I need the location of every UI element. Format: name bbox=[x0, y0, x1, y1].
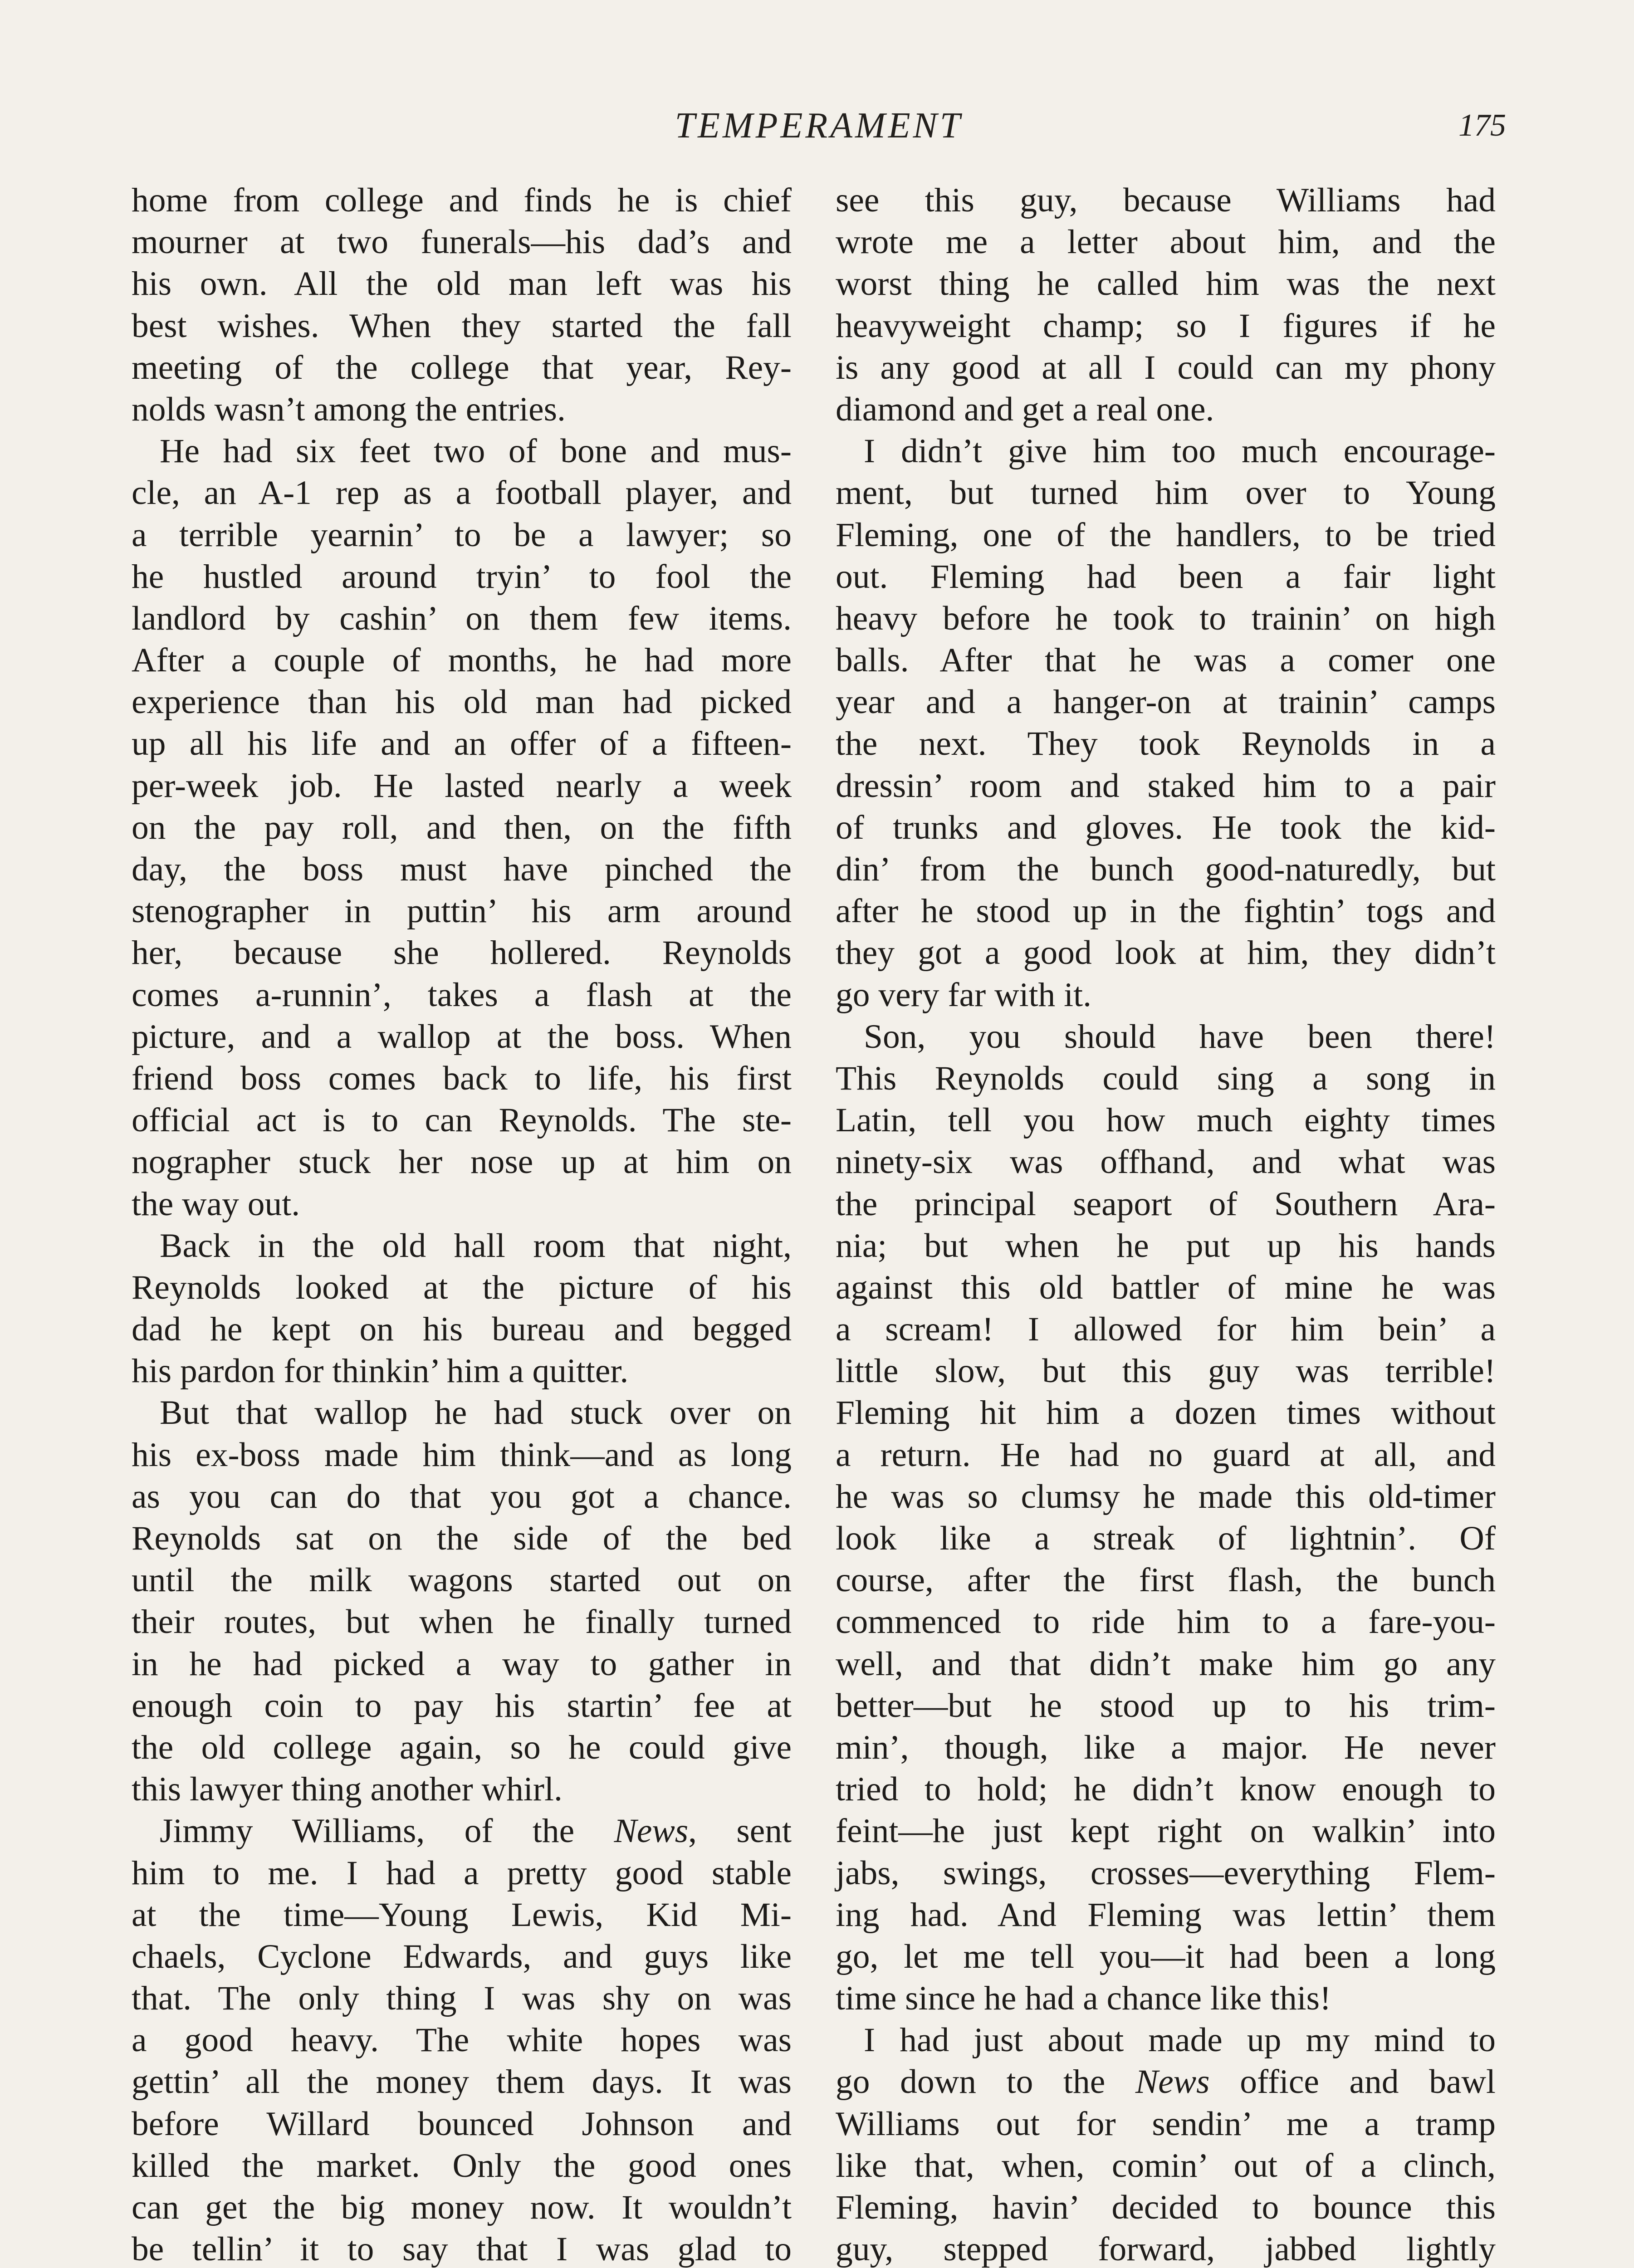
page-header bbox=[132, 101, 1506, 151]
text-line: dad he kept on his bureau and begged bbox=[132, 1310, 792, 1349]
text-line: experience than his old man had picked bbox=[132, 683, 792, 721]
text-line: heavyweight champ; so I figures if he bbox=[836, 307, 1496, 345]
text-line: a return. He had no guard at all, and bbox=[836, 1436, 1496, 1474]
text-line: Latin, tell you how much eighty times bbox=[836, 1101, 1496, 1139]
text-line: on the pay roll, and then, on the fifth bbox=[132, 808, 792, 846]
text-line: guy, stepped forward, jabbed lightly bbox=[836, 2230, 1496, 2268]
text-line: well, and that didn’t make him go any bbox=[836, 1645, 1496, 1683]
text-line: a scream! I allowed for him bein’ a bbox=[836, 1310, 1496, 1349]
text-line: go, let me tell you—it had been a long bbox=[836, 1937, 1496, 1975]
text-line: Reynolds looked at the picture of his bbox=[132, 1268, 792, 1306]
text-line: friend boss comes back to life, his first bbox=[132, 1059, 792, 1097]
text-line: can get the big money now. It wouldn’t bbox=[132, 2189, 792, 2226]
text-line: little slow, but this guy was terrible! bbox=[836, 1352, 1496, 1390]
text-line: nographer stuck her nose up at him on bbox=[132, 1143, 792, 1181]
text-line: the old college again, so he could give bbox=[132, 1728, 792, 1766]
text-line: gettin’ all the money them days. It was bbox=[132, 2063, 792, 2101]
text-line: Fleming, one of the handlers, to be tried bbox=[836, 516, 1496, 554]
text-line: killed the market. Only the good ones bbox=[132, 2146, 792, 2185]
text-line: in he had picked a way to gather in bbox=[132, 1645, 792, 1683]
text-line: this lawyer thing another whirl. bbox=[132, 1770, 563, 1809]
text-line: that. The only thing I was shy on was bbox=[132, 1980, 792, 2018]
running-title: TEMPERAMENT bbox=[675, 106, 963, 146]
text-line: day, the boss must have pinched the bbox=[132, 850, 792, 888]
text-line: stenographer in puttin’ his arm around bbox=[132, 892, 792, 930]
text-line: her, because she hollered. Reynolds bbox=[132, 934, 792, 972]
text-line: ing had. And Fleming was lettin’ them bbox=[836, 1896, 1496, 1934]
text-line: worst thing he called him was the next bbox=[836, 265, 1496, 303]
text-line: Fleming hit him a dozen times without bbox=[836, 1394, 1496, 1432]
text-line: see this guy, because Williams had bbox=[836, 181, 1496, 219]
text-line: nia; but when he put up his hands bbox=[836, 1227, 1496, 1265]
text-line: tried to hold; he didn’t know enough to bbox=[836, 1770, 1496, 1809]
text-line: him to me. I had a pretty good stable bbox=[132, 1854, 792, 1892]
text-line: Son, you should have been there! bbox=[864, 1017, 1496, 1056]
text-line: picture, and a wallop at the boss. When bbox=[132, 1017, 792, 1056]
text-line: best wishes. When they started the fall bbox=[132, 307, 792, 345]
text-line: heavy before he took to trainin’ on high bbox=[836, 599, 1496, 637]
text-line: until the milk wagons started out on bbox=[132, 1561, 792, 1599]
text-line: enough coin to pay his startin’ fee at bbox=[132, 1686, 792, 1725]
text-line: After a couple of months, he had more bbox=[132, 641, 792, 679]
text-line: official act is to can Reynolds. The ste- bbox=[132, 1101, 792, 1139]
text-line: look like a streak of lightnin’. Of bbox=[836, 1520, 1496, 1557]
text-line: Williams out for sendin’ me a tramp bbox=[836, 2105, 1496, 2143]
text-line: the way out. bbox=[132, 1185, 300, 1223]
text-line: balls. After that he was a comer one bbox=[836, 641, 1496, 679]
text-line: mourner at two funerals—his dad’s and bbox=[132, 223, 792, 261]
text-line: He had six feet two of bone and mus- bbox=[160, 432, 792, 470]
text-line: go very far with it. bbox=[836, 976, 1092, 1014]
text-line: at the time—Young Lewis, Kid Mi- bbox=[132, 1896, 792, 1934]
text-line: Fleming, havin’ decided to bounce this bbox=[836, 2189, 1496, 2226]
text-line: like that, when, comin’ out of a clinch, bbox=[836, 2146, 1496, 2185]
text-line: the next. They took Reynolds in a bbox=[836, 725, 1496, 763]
text-line: course, after the first flash, the bunch bbox=[836, 1561, 1496, 1599]
text-line: meeting of the college that year, Rey- bbox=[132, 348, 792, 386]
text-line: year and a hanger-on at trainin’ camps bbox=[836, 683, 1496, 721]
text-line: I had just about made up my mind to bbox=[864, 2021, 1496, 2059]
text-line: home from college and finds he is chief bbox=[132, 181, 792, 219]
text-line: he was so clumsy he made this old-timer bbox=[836, 1477, 1496, 1515]
text-line: ment, but turned him over to Young bbox=[836, 474, 1496, 512]
text-line: nolds wasn’t among the entries. bbox=[132, 390, 566, 428]
text-line: be tellin’ it to say that I was glad to bbox=[132, 2230, 792, 2268]
page-number: 175 bbox=[1458, 108, 1506, 143]
text-line: comes a-runnin’, takes a flash at the bbox=[132, 976, 792, 1014]
text-line: din’ from the bunch good-naturedly, but bbox=[836, 850, 1496, 888]
text-line: But that wallop he had stuck over on bbox=[160, 1394, 792, 1432]
text-line: his pardon for thinkin’ him a quitter. bbox=[132, 1352, 629, 1390]
text-line: wrote me a letter about him, and the bbox=[836, 223, 1496, 261]
text-line: jabs, swings, crosses—everything Flem- bbox=[836, 1854, 1496, 1892]
text-line: is any good at all I could can my phony bbox=[836, 348, 1496, 386]
text-line: go down to the News office and bawl bbox=[836, 2063, 1496, 2101]
text-column-right bbox=[836, 180, 1496, 2268]
text-line: commenced to ride him to a fare-you- bbox=[836, 1603, 1496, 1641]
text-line: their routes, but when he finally turned bbox=[132, 1603, 792, 1641]
text-line: per-week job. He lasted nearly a week bbox=[132, 767, 792, 805]
text-line: against this old battler of mine he was bbox=[836, 1268, 1496, 1306]
text-line: I didn’t give him too much encourage- bbox=[864, 432, 1496, 470]
text-line: feint—he just kept right on walkin’ into bbox=[836, 1812, 1496, 1850]
text-line: as you can do that you got a chance. bbox=[132, 1477, 792, 1515]
text-line: up all his life and an offer of a fifteen- bbox=[132, 725, 792, 763]
text-line: This Reynolds could sing a song in bbox=[836, 1059, 1496, 1097]
text-line: of trunks and gloves. He took the kid- bbox=[836, 808, 1496, 846]
text-line: a good heavy. The white hopes was bbox=[132, 2021, 792, 2059]
text-line: chaels, Cyclone Edwards, and guys like bbox=[132, 1937, 792, 1975]
text-line: dressin’ room and staked him to a pair bbox=[836, 767, 1496, 805]
text-line: Reynolds sat on the side of the bed bbox=[132, 1520, 792, 1557]
text-line: before Willard bounced Johnson and bbox=[132, 2105, 792, 2143]
text-column-left bbox=[132, 180, 792, 2268]
text-line: a terrible yearnin’ to be a lawyer; so bbox=[132, 516, 792, 554]
text-line: his ex-boss made him think—and as long bbox=[132, 1436, 792, 1474]
text-line: landlord by cashin’ on them few items. bbox=[132, 599, 792, 637]
text-line: min’, though, like a major. He never bbox=[836, 1728, 1496, 1766]
text-line: diamond and get a real one. bbox=[836, 390, 1214, 428]
text-line: cle, an A-1 rep as a football player, and bbox=[132, 474, 792, 512]
text-line: time since he had a chance like this! bbox=[836, 1980, 1331, 2018]
text-line: better—but he stood up to his trim- bbox=[836, 1686, 1496, 1725]
text-line: they got a good look at him, they didn’t bbox=[836, 934, 1496, 972]
text-line: his own. All the old man left was his bbox=[132, 265, 792, 303]
text-line: he hustled around tryin’ to fool the bbox=[132, 557, 792, 596]
text-line: Back in the old hall room that night, bbox=[160, 1227, 792, 1265]
text-line: out. Fleming had been a fair light bbox=[836, 557, 1496, 596]
text-line: after he stood up in the fightin’ togs and bbox=[836, 892, 1496, 930]
text-line: ninety-six was offhand, and what was bbox=[836, 1143, 1496, 1181]
text-line: Jimmy Williams, of the News, sent bbox=[160, 1812, 792, 1850]
text-line: the principal seaport of Southern Ara- bbox=[836, 1185, 1496, 1223]
